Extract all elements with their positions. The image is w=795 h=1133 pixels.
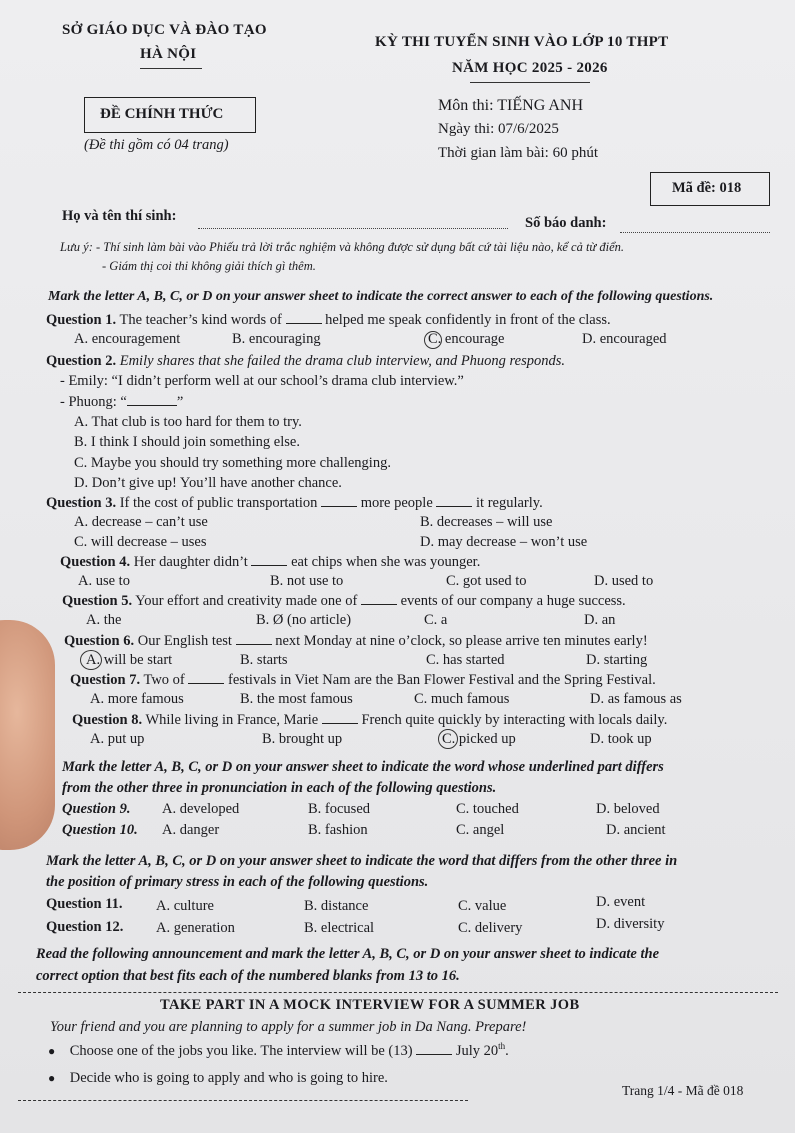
q11-option-a[interactable]: A. culture [156, 898, 214, 914]
section2-instruction-2: from the other three in pronunciation in each of the following questions. [62, 780, 497, 796]
dept-underline [140, 68, 202, 69]
bullet-text-end: . [505, 1042, 509, 1059]
answer-blank [416, 1042, 452, 1055]
thumb [0, 620, 55, 850]
q10-option-d[interactable]: D. ancient [606, 822, 666, 838]
q9-option-a[interactable]: A. developed [162, 801, 240, 817]
announcement-title: TAKE PART IN A MOCK INTERVIEW FOR A SUMMER JOB [160, 997, 580, 1013]
q5-option-c[interactable]: C. a [424, 612, 448, 628]
question-text-pre: While living in France, Marie [145, 712, 319, 728]
q11-option-b[interactable]: B. distance [304, 898, 369, 914]
q2-phuong-line [60, 393, 183, 411]
question-text: Emily shares that she failed the drama club interview, and Phuong responds. [119, 353, 566, 369]
announcement-top-border [18, 992, 778, 993]
q1-option-b[interactable]: B. encouraging [232, 331, 321, 347]
q8-option-c[interactable]: C. picked up [442, 731, 516, 747]
question-6 [64, 632, 648, 650]
q9-option-b[interactable]: B. focused [308, 801, 371, 817]
subject: Môn thi: TIẾNG ANH [438, 97, 584, 114]
bullet-icon: ● [48, 1071, 56, 1085]
section1-instruction: Mark the letter A, B, C, or D on your answer sheet to indicate the correct answer to each of the following questions. [48, 289, 714, 304]
question-text-mid: more people [360, 495, 433, 511]
question-label: Question 7. [70, 672, 141, 688]
exam-code: Mã đề: 018 [672, 180, 742, 196]
question-1 [46, 311, 611, 329]
q4-option-b[interactable]: B. not use to [270, 573, 344, 589]
candidate-id-label: Số báo danh: [525, 215, 607, 231]
q2-option-d[interactable]: D. Don’t give up! You’ll have another chance. [74, 475, 342, 491]
q5-option-d[interactable]: D. an [584, 612, 616, 628]
q12-option-c[interactable]: C. delivery [458, 920, 523, 936]
candidate-name-field[interactable] [198, 228, 508, 229]
bullet-icon: ● [48, 1043, 56, 1058]
q4-option-a[interactable]: A. use to [78, 573, 130, 589]
answer-blank [436, 494, 472, 507]
question-label: Question 5. [62, 593, 133, 609]
question-text-post: French quite quickly by interacting with locals daily. [361, 712, 668, 728]
q4-option-c[interactable]: C. got used to [446, 573, 527, 589]
question-label: Question 3. [46, 495, 117, 511]
q3-option-a[interactable]: A. decrease – can’t use [74, 514, 208, 530]
announcement-intro: Your friend and you are planning to apply for a summer job in Da Nang. Prepare! [50, 1019, 527, 1035]
q10-option-b[interactable]: B. fashion [308, 822, 368, 838]
question-2 [46, 353, 565, 370]
answer-blank [322, 711, 358, 724]
pages-note: (Đề thi gồm có 04 trang) [84, 137, 229, 153]
q2-emily-line: - Emily: “I didn’t perform well at our school’s drama club interview.” [60, 373, 464, 389]
phuong-pre: - Phuong: “ [60, 394, 127, 410]
question-text-pre: Your effort and creativity made one of [135, 593, 358, 609]
q2-option-b[interactable]: B. I think I should join something else. [74, 434, 300, 450]
question-label: Question 8. [72, 712, 143, 728]
exam-date: Ngày thi: 07/6/2025 [438, 121, 559, 137]
official-label: ĐỀ CHÍNH THỨC [100, 106, 224, 122]
q11-option-c[interactable]: C. value [458, 898, 507, 914]
question-text-post: helped me speak confidently in front of the class. [325, 312, 611, 328]
q6-option-a[interactable]: A. will be start [86, 652, 173, 668]
question-text-pre: Our English test [137, 633, 232, 649]
q1-option-d[interactable]: D. encouraged [582, 331, 667, 347]
q3-option-b[interactable]: B. decreases – will use [420, 514, 553, 530]
question-label: Question 2. [46, 353, 117, 369]
q4-option-d[interactable]: D. used to [594, 573, 654, 589]
page-footer: Trang 1/4 - Mã đề 018 [622, 1083, 744, 1098]
q8-option-b[interactable]: B. brought up [262, 731, 343, 747]
question-text-post: eat chips when she was younger. [291, 554, 481, 570]
question-label: Question 6. [64, 633, 135, 649]
exam-line2: NĂM HỌC 2025 - 2026 [452, 60, 608, 76]
q6-option-d[interactable]: D. starting [586, 652, 648, 668]
q10-option-c[interactable]: C. angel [456, 822, 505, 838]
q9-option-d[interactable]: D. beloved [596, 801, 660, 817]
question-8 [72, 711, 667, 729]
q12-option-d[interactable]: D. diversity [596, 916, 665, 932]
answer-mark-circle [438, 729, 458, 749]
announcement-bullet-2 [48, 1070, 388, 1087]
answer-blank [127, 393, 177, 406]
exam-line1: KỲ THI TUYỂN SINH VÀO LỚP 10 THPT [375, 34, 669, 50]
question-text-post: next Monday at nine o’clock, so please arrive ten minutes early! [275, 633, 648, 649]
q2-option-c[interactable]: C. Maybe you should try something more challenging. [74, 455, 391, 471]
question-5 [62, 592, 626, 610]
q5-option-a[interactable]: A. the [86, 612, 122, 628]
note-line1: Lưu ý: - Thí sinh làm bài vào Phiếu trả lời trắc nghiệm và không được sử dụng bất cứ tài liệu nào, kể cả từ điển. [60, 240, 625, 254]
candidate-id-field[interactable] [620, 232, 770, 233]
q10-option-a[interactable]: A. danger [162, 822, 220, 838]
section3-instruction-1: Mark the letter A, B, C, or D on your answer sheet to indicate the word that differs from the other three in [46, 853, 678, 869]
q8-option-d[interactable]: D. took up [590, 731, 652, 747]
section4-instruction-1: Read the following announcement and mark the letter A, B, C, or D on your answer sheet to indicate the [36, 946, 660, 962]
dept-line2: HÀ NỘI [140, 46, 197, 62]
bullet-text-sup: th [498, 1041, 506, 1051]
announcement-bottom-border [18, 1100, 468, 1101]
question-text-post: it regularly. [476, 495, 543, 511]
q3-option-c[interactable]: C. will decrease – uses [74, 534, 207, 550]
question-text-post: events of our company a huge success. [400, 593, 626, 609]
answer-blank [188, 671, 224, 684]
q7-option-b[interactable]: B. the most famous [240, 691, 353, 707]
q7-option-d[interactable]: D. as famous as [590, 691, 682, 707]
q1-option-c[interactable]: C. encourage [428, 331, 505, 347]
q2-option-a[interactable]: A. That club is too hard for them to try. [74, 414, 302, 430]
q7-option-a[interactable]: A. more famous [90, 691, 184, 707]
q11-label: Question 11. [46, 896, 123, 912]
exam-underline [470, 82, 590, 83]
q1-option-a[interactable]: A. encouragement [74, 331, 181, 347]
bullet-text: Decide who is going to apply and who is going to hire. [69, 1070, 388, 1086]
q6-option-c[interactable]: C. has started [426, 652, 505, 668]
answer-blank [251, 553, 287, 566]
question-text-pre: If the cost of public transportation [119, 495, 318, 511]
question-text-post: festivals in Viet Nam are the Ban Flower Festival and the Spring Festival. [228, 672, 656, 688]
q3-option-d[interactable]: D. may decrease – won’t use [420, 534, 588, 550]
question-3 [46, 494, 543, 512]
answer-blank [286, 311, 322, 324]
question-4 [60, 553, 480, 571]
announcement-bullet-1 [48, 1041, 509, 1060]
q5-option-b[interactable]: B. Ø (no article) [256, 612, 352, 628]
question-label: Question 4. [60, 554, 131, 570]
bullet-text-pre: Choose one of the jobs you like. The interview will be (13) [69, 1042, 413, 1059]
question-label: Question 1. [46, 312, 117, 328]
q7-option-c[interactable]: C. much famous [414, 691, 510, 707]
q11-option-d[interactable]: D. event [596, 894, 646, 910]
section3-instruction-2: the position of primary stress in each of the following questions. [46, 874, 429, 890]
q8-option-a[interactable]: A. put up [90, 731, 145, 747]
answer-blank [321, 494, 357, 507]
section4-instruction-2: correct option that best fits each of the numbered blanks from 13 to 16. [36, 968, 460, 984]
q12-label: Question 12. [46, 919, 124, 935]
candidate-name-label: Họ và tên thí sinh: [62, 208, 177, 224]
question-7 [70, 671, 656, 689]
q9-label: Question 9. [62, 801, 131, 817]
q12-option-a[interactable]: A. generation [156, 920, 235, 936]
q12-option-b[interactable]: B. electrical [304, 920, 375, 936]
q6-option-b[interactable]: B. starts [240, 652, 288, 668]
question-text-pre: Two of [143, 672, 185, 688]
dept-line1: SỞ GIÁO DỤC VÀ ĐÀO TẠO [62, 22, 267, 38]
exam-duration: Thời gian làm bài: 60 phút [438, 145, 598, 161]
question-text-pre: Her daughter didn’t [133, 554, 248, 570]
note-line2: - Giám thị coi thi không giải thích gì thêm. [102, 259, 316, 273]
answer-blank [361, 592, 397, 605]
section2-instruction-1: Mark the letter A, B, C, or D on your answer sheet to indicate the word whose underlined part differs [62, 759, 664, 775]
q10-label: Question 10. [62, 822, 138, 838]
q9-option-c[interactable]: C. touched [456, 801, 519, 817]
answer-blank [236, 632, 272, 645]
phuong-post: ” [176, 394, 184, 410]
answer-mark-circle [80, 650, 102, 670]
answer-mark-circle [424, 331, 442, 349]
question-text-pre: The teacher’s kind words of [119, 312, 282, 328]
bullet-text-post: July 20 [455, 1042, 499, 1059]
